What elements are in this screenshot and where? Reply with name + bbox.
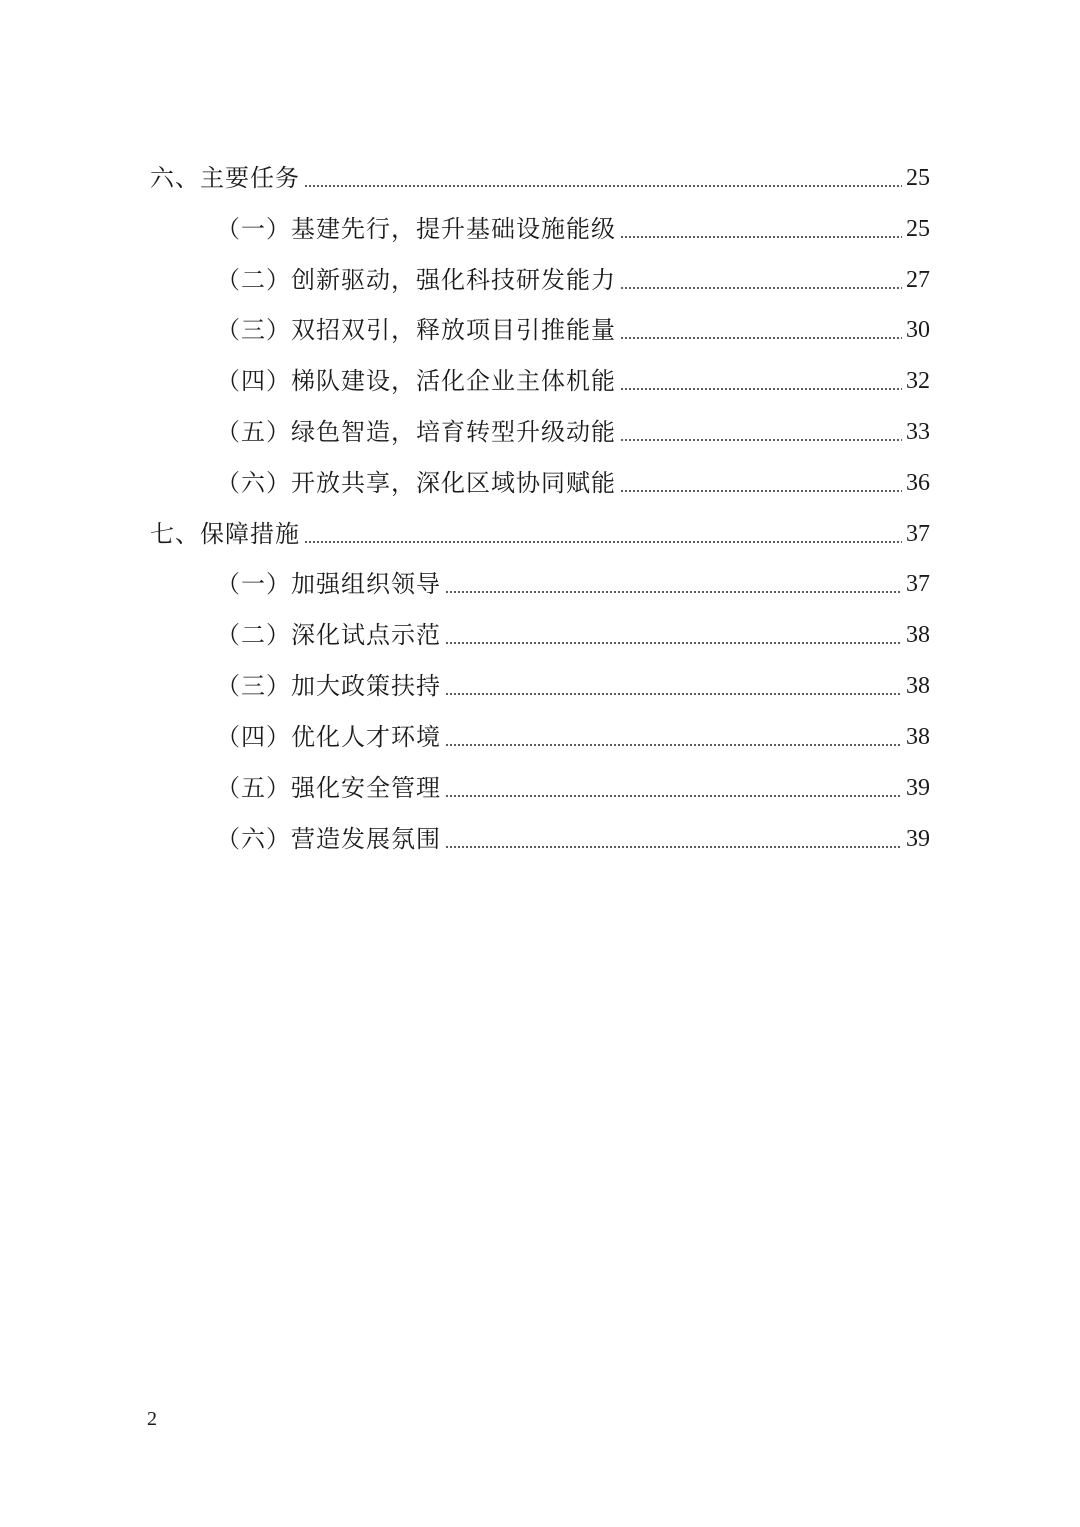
toc-dot-leader: [304, 534, 902, 544]
toc-dot-leader: [304, 178, 902, 188]
toc-entry[interactable]: [216, 260, 930, 300]
toc-entry[interactable]: [216, 412, 930, 452]
toc-entry-page: 37: [906, 571, 930, 597]
toc-entry[interactable]: [216, 819, 930, 859]
toc-entry[interactable]: [216, 717, 930, 757]
toc-entry-page: 37: [906, 521, 930, 547]
toc-entry-title: （一）加强组织领导: [216, 570, 441, 598]
toc-entry-title: （六）开放共享，深化区域协同赋能: [216, 469, 616, 497]
toc-dot-leader: [445, 737, 902, 747]
toc-entry-title: （二）创新驱动，强化科技研发能力: [216, 266, 616, 294]
toc-entry[interactable]: [216, 310, 930, 350]
toc-entry-page: 25: [906, 216, 930, 242]
toc-entry-title: （五）强化安全管理: [216, 774, 441, 802]
toc-dot-leader: [620, 483, 902, 493]
toc-entry[interactable]: [216, 209, 930, 249]
toc-entry-title: （四）优化人才环境: [216, 723, 441, 751]
toc-entry-safeguard-measures[interactable]: [150, 514, 930, 554]
toc-dot-leader: [620, 330, 902, 340]
toc-dot-leader: [445, 584, 902, 594]
toc-entry-title: （三）双招双引，释放项目引推能量: [216, 316, 616, 344]
toc-entry[interactable]: [216, 615, 930, 655]
toc-dot-leader: [620, 432, 902, 442]
toc-entry[interactable]: [216, 361, 930, 401]
toc-dot-leader: [620, 381, 902, 391]
toc-entry-main-tasks[interactable]: [150, 158, 930, 198]
toc-entry-page: 30: [906, 317, 930, 343]
toc-entry[interactable]: [216, 768, 930, 808]
toc-entry-page: 39: [906, 826, 930, 852]
toc-entry[interactable]: [216, 463, 930, 503]
toc-entry-title: 七、保障措施: [150, 520, 300, 548]
toc-entry-page: 25: [906, 165, 930, 191]
toc-entry-page: 38: [906, 673, 930, 699]
toc-entry-title: （二）深化试点示范: [216, 621, 441, 649]
toc-entry-title: （四）梯队建设，活化企业主体机能: [216, 367, 616, 395]
toc-entry-page: 38: [906, 622, 930, 648]
toc-entry[interactable]: [216, 666, 930, 706]
toc-entry-page: 38: [906, 724, 930, 750]
toc-entry-page: 32: [906, 368, 930, 394]
toc-entry-title: （五）绿色智造，培育转型升级动能: [216, 418, 616, 446]
toc-entry-title: （六）营造发展氛围: [216, 825, 441, 853]
toc-dot-leader: [445, 635, 902, 645]
toc-entry-page: 36: [906, 470, 930, 496]
toc-dot-leader: [445, 839, 902, 849]
toc-entry-title: （一）基建先行，提升基础设施能级: [216, 215, 616, 243]
toc-entry-page: 33: [906, 419, 930, 445]
toc-entry-title: （三）加大政策扶持: [216, 672, 441, 700]
toc-dot-leader: [620, 229, 902, 239]
toc-entry-page: 39: [906, 775, 930, 801]
toc-entry-page: 27: [906, 267, 930, 293]
toc-dot-leader: [445, 788, 902, 798]
toc-entry-title: 六、主要任务: [150, 164, 300, 192]
toc-dot-leader: [445, 686, 902, 696]
toc-dot-leader: [620, 280, 902, 290]
toc-entry[interactable]: [216, 564, 930, 604]
page-number: 2: [147, 1408, 157, 1430]
